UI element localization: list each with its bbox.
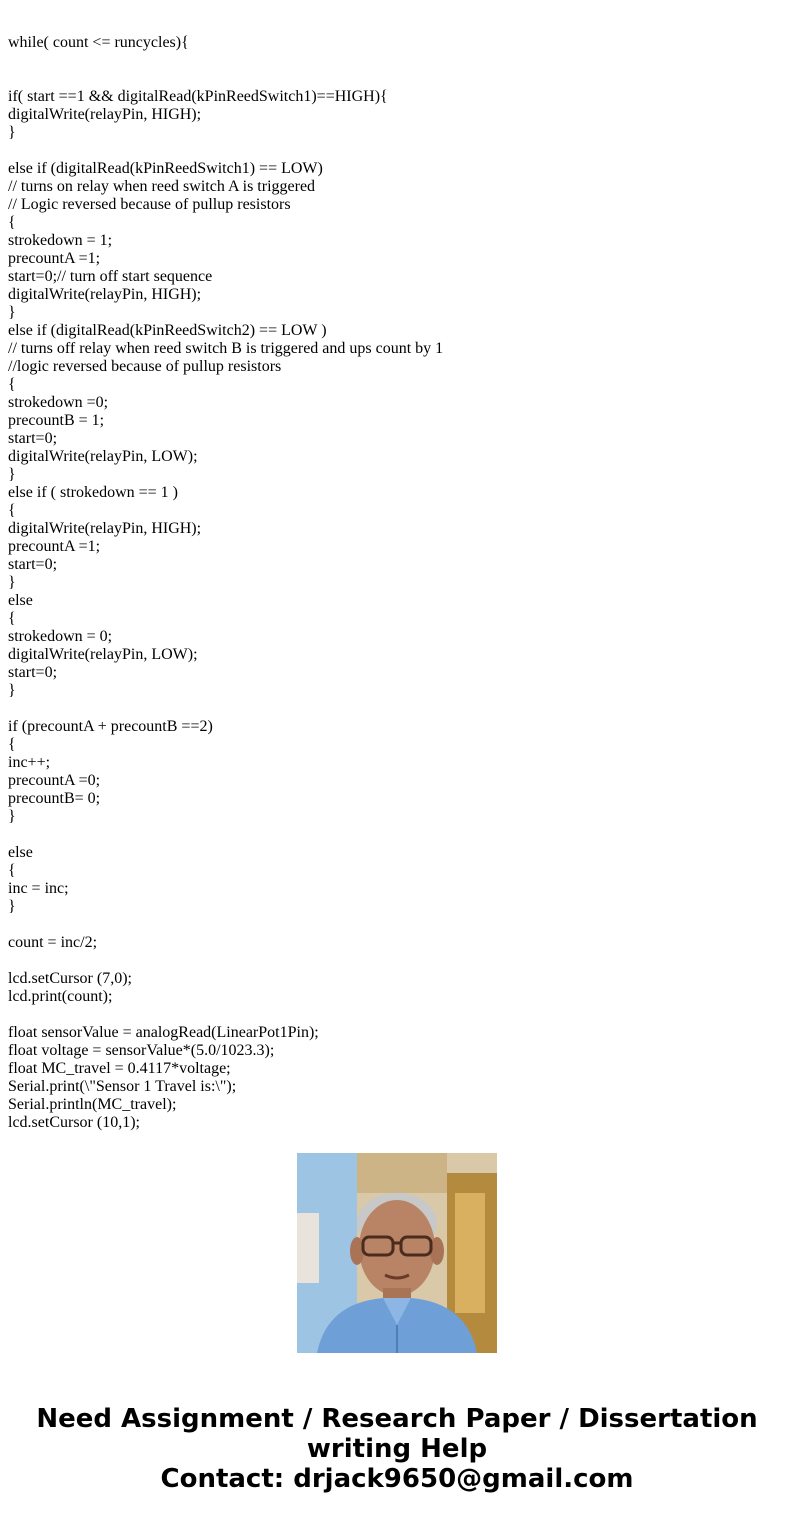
code-line: digitalWrite(relayPin, HIGH); bbox=[8, 520, 202, 537]
code-line: // turns off relay when reed switch B is triggered and ups count by 1 bbox=[8, 340, 444, 357]
promo-line-3: Contact: drjack9650@gmail.com bbox=[160, 1464, 634, 1494]
code-line: } bbox=[8, 124, 16, 141]
code-block bbox=[8, 34, 778, 1131]
code-line: else bbox=[8, 592, 33, 609]
code-line bbox=[8, 52, 778, 70]
code-line: inc = inc; bbox=[8, 880, 69, 897]
code-line: if( start ==1 && digitalRead(kPinReedSwitch1)==HIGH){ bbox=[8, 88, 388, 105]
code-line: precountB = 1; bbox=[8, 412, 105, 429]
code-line: } bbox=[8, 808, 16, 825]
code-line: start=0; bbox=[8, 430, 58, 447]
code-line: digitalWrite(relayPin, HIGH); bbox=[8, 286, 202, 303]
code-line: else if (digitalRead(kPinReedSwitch1) == LOW) bbox=[8, 160, 323, 177]
promo-line-2: writing Help bbox=[306, 1434, 488, 1464]
code-line: digitalWrite(relayPin, LOW); bbox=[8, 448, 198, 465]
code-line: float sensorValue = analogRead(LinearPot1Pin); bbox=[8, 1024, 319, 1041]
code-line: lcd.setCursor (10,1); bbox=[8, 1114, 140, 1131]
code-line bbox=[8, 1006, 778, 1024]
code-line bbox=[8, 826, 778, 844]
code-line: while( count <= runcycles){ bbox=[8, 34, 189, 51]
code-line: lcd.setCursor (7,0); bbox=[8, 970, 132, 987]
author-avatar bbox=[297, 1153, 497, 1353]
code-line: strokedown =0; bbox=[8, 394, 109, 411]
promo-line-1: Need Assignment / Research Paper / Dissertation bbox=[36, 1404, 758, 1434]
code-line: lcd.print(count); bbox=[8, 988, 113, 1005]
code-line: } bbox=[8, 898, 16, 915]
code-line: float voltage = sensorValue*(5.0/1023.3); bbox=[8, 1042, 275, 1059]
code-line: // Logic reversed because of pullup resistors bbox=[8, 196, 291, 213]
code-line: { bbox=[8, 376, 16, 393]
code-line: digitalWrite(relayPin, HIGH); bbox=[8, 106, 202, 123]
code-line: start=0; bbox=[8, 664, 58, 681]
promo-text bbox=[0, 1404, 794, 1494]
code-line bbox=[8, 700, 778, 718]
author-photo-icon bbox=[297, 1153, 497, 1353]
code-line: { bbox=[8, 862, 16, 879]
code-line bbox=[8, 952, 778, 970]
code-line: // turns on relay when reed switch A is triggered bbox=[8, 178, 316, 195]
code-line: } bbox=[8, 466, 16, 483]
code-line: Serial.print(\"Sensor 1 Travel is:\"); bbox=[8, 1078, 237, 1095]
code-line: { bbox=[8, 610, 16, 627]
code-line: } bbox=[8, 304, 16, 321]
code-line: } bbox=[8, 574, 16, 591]
code-line: { bbox=[8, 502, 16, 519]
code-line: start=0;// turn off start sequence bbox=[8, 268, 213, 285]
code-line: start=0; bbox=[8, 556, 58, 573]
code-line: precountA =1; bbox=[8, 538, 101, 555]
code-line: digitalWrite(relayPin, LOW); bbox=[8, 646, 198, 663]
code-line: if (precountA + precountB ==2) bbox=[8, 718, 213, 735]
code-line: Serial.println(MC_travel); bbox=[8, 1096, 177, 1113]
code-line: precountB= 0; bbox=[8, 790, 101, 807]
code-line bbox=[8, 916, 778, 934]
code-line: else if (digitalRead(kPinReedSwitch2) == LOW ) bbox=[8, 322, 327, 339]
code-line bbox=[8, 142, 778, 160]
code-line: inc++; bbox=[8, 754, 51, 771]
code-line: } bbox=[8, 682, 16, 699]
code-line: float MC_travel = 0.4117*voltage; bbox=[8, 1060, 231, 1077]
code-line: else if ( strokedown == 1 ) bbox=[8, 484, 179, 501]
code-line: count = inc/2; bbox=[8, 934, 98, 951]
code-line: else bbox=[8, 844, 33, 861]
code-line: { bbox=[8, 736, 16, 753]
code-line: strokedown = 0; bbox=[8, 628, 113, 645]
code-line: { bbox=[8, 214, 16, 231]
code-line: strokedown = 1; bbox=[8, 232, 113, 249]
code-line: precountA =1; bbox=[8, 250, 101, 267]
code-line bbox=[8, 70, 778, 88]
code-line: //logic reversed because of pullup resistors bbox=[8, 358, 282, 375]
code-line: precountA =0; bbox=[8, 772, 101, 789]
